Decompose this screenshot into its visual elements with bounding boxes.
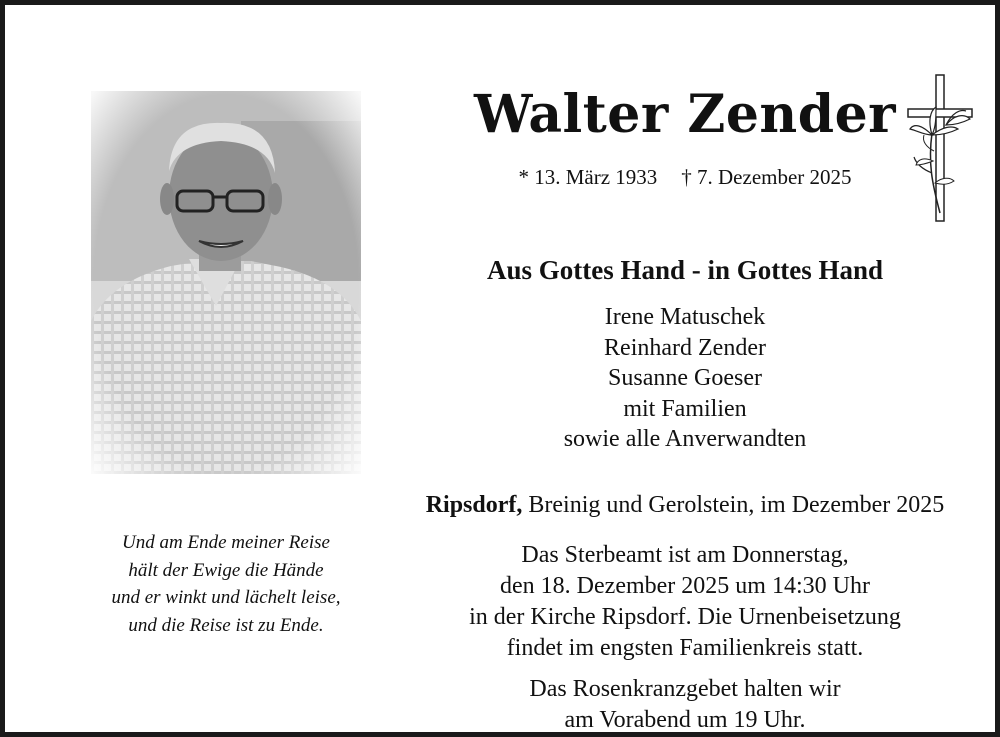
motto: Aus Gottes Hand - in Gottes Hand — [486, 255, 884, 285]
funeral-service-info — [385, 540, 985, 664]
service-line: in der Kirche Ripsdorf. Die Urnenbeisetzung — [469, 604, 901, 630]
service-line: Das Sterbeamt ist am Donnerstag, — [521, 542, 849, 568]
mourner-line: Irene Matuschek — [604, 304, 766, 330]
mourner-line: mit Familien — [623, 395, 747, 422]
mourner-line: sowie alle Anverwandten — [563, 426, 807, 452]
portrait-photo — [91, 91, 361, 474]
life-dates — [435, 165, 935, 190]
death-date: † 7. Dezember 2025 — [681, 165, 852, 189]
portrait-image — [91, 91, 361, 474]
poem-line: Und am Ende meiner Reise — [122, 532, 330, 553]
mourners-list — [385, 302, 985, 455]
place-primary: Ripsdorf, — [425, 492, 523, 518]
rosary-line: am Vorabend um 19 Uhr. — [564, 707, 806, 733]
poem-line: und die Reise ist zu Ende. — [128, 614, 324, 636]
rosary-info — [385, 674, 985, 736]
place-rest: Breinig und Gerolstein, im Dezember 2025 — [522, 492, 945, 518]
poem-line: hält der Ewige die Hände — [128, 559, 324, 581]
mourner-line: Reinhard Zender — [604, 334, 766, 361]
cross-with-lily-icon — [902, 73, 978, 225]
service-line: den 18. Dezember 2025 um 14:30 Uhr — [500, 573, 870, 599]
birth-date: * 13. März 1933 — [518, 165, 658, 189]
service-line: findet im engsten Familienkreis statt. — [506, 635, 864, 661]
poem-line: und er winkt und lächelt leise, — [111, 587, 341, 608]
place-and-date — [385, 492, 985, 519]
poem — [75, 529, 377, 639]
mourner-line: Susanne Goeser — [608, 365, 762, 391]
rosary-line: Das Rosenkranzgebet halten wir — [529, 676, 841, 702]
deceased-name: Walter Zender — [473, 84, 897, 145]
